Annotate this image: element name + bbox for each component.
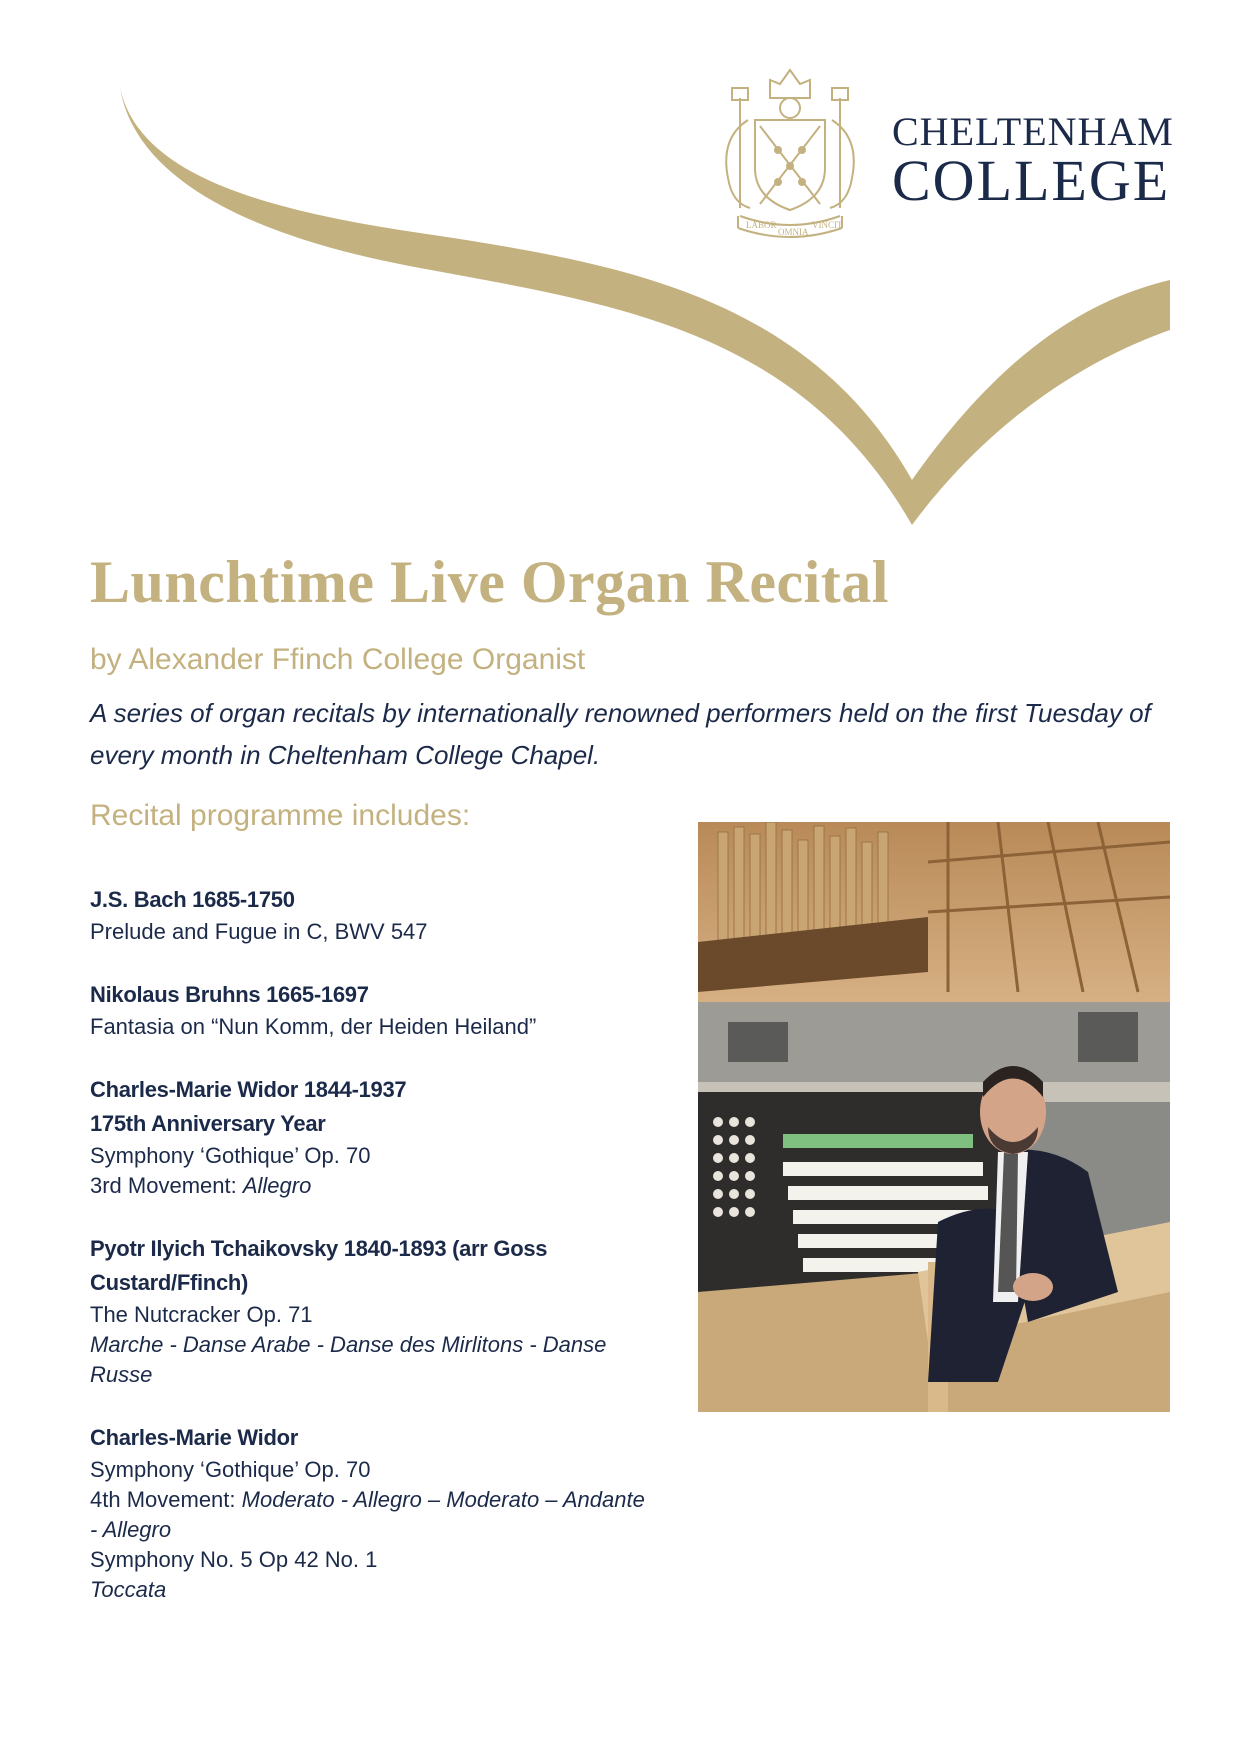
programme-item [90,978,650,1042]
composer: J.S. Bach 1685-1750 [90,887,295,912]
movement-line [90,1171,650,1201]
gold-swoosh [0,0,1239,560]
college-crest-icon [700,58,880,248]
work-title: Symphony ‘Gothique’ Op. 70 [90,1143,371,1168]
college-logo [892,109,1174,213]
movement-line [90,1485,650,1545]
movement-tempo: Moderato - Allegro – Moderato – Andante - Allegro [90,1487,645,1542]
programme-item [90,1232,650,1390]
movement-list: Marche - Danse Arabe - Danse des Mirlitons - Danse Russe [90,1332,607,1387]
composer: Charles-Marie Widor [90,1425,299,1450]
composer: Pyotr Ilyich Tchaikovsky 1840-1893 (arr Goss Custard/Ffinch) [90,1236,548,1295]
movement-prefix: 4th Movement: [90,1487,242,1512]
intro-text: A series of organ recitals by internationally renowned performers held on the first Tuesday of every month in Cheltenham College Chapel. [90,698,1151,770]
logo-line-2: COLLEGE [892,148,1171,213]
composer: Nikolaus Bruhns 1665-1697 [90,982,369,1007]
subtitle: by Alexander Ffinch College Organist [90,643,586,676]
work-title: Fantasia on “Nun Komm, der Heiden Heiland” [90,1014,537,1039]
crest-motto-word: OMNIA [778,227,809,237]
programme-list [90,883,650,1636]
composer: Charles-Marie Widor 1844-1937 [90,1077,407,1102]
crest-motto-word: LABOR [746,220,777,230]
work-title: Symphony ‘Gothique’ Op. 70 [90,1457,371,1482]
programme-item [90,883,650,947]
programme-item [90,1073,650,1201]
work-title: The Nutcracker Op. 71 [90,1302,313,1327]
work-title: Symphony No. 5 Op 42 No. 1 [90,1547,378,1572]
movement-tempo: Toccata [90,1577,167,1602]
programme-item [90,1421,650,1605]
work-title: Prelude and Fugue in C, BWV 547 [90,919,428,944]
movement-prefix: 3rd Movement: [90,1173,243,1198]
logo-line-1: CHELTENHAM [892,109,1174,154]
organist-photo [698,822,1170,1412]
anniversary-note: 175th Anniversary Year [90,1111,326,1136]
crest-motto-word: VINCIT [812,220,843,230]
movement-tempo: Allegro [242,1173,312,1198]
programme-heading: Recital programme includes: [90,799,471,832]
page-title: Lunchtime Live Organ Recital [90,549,889,615]
